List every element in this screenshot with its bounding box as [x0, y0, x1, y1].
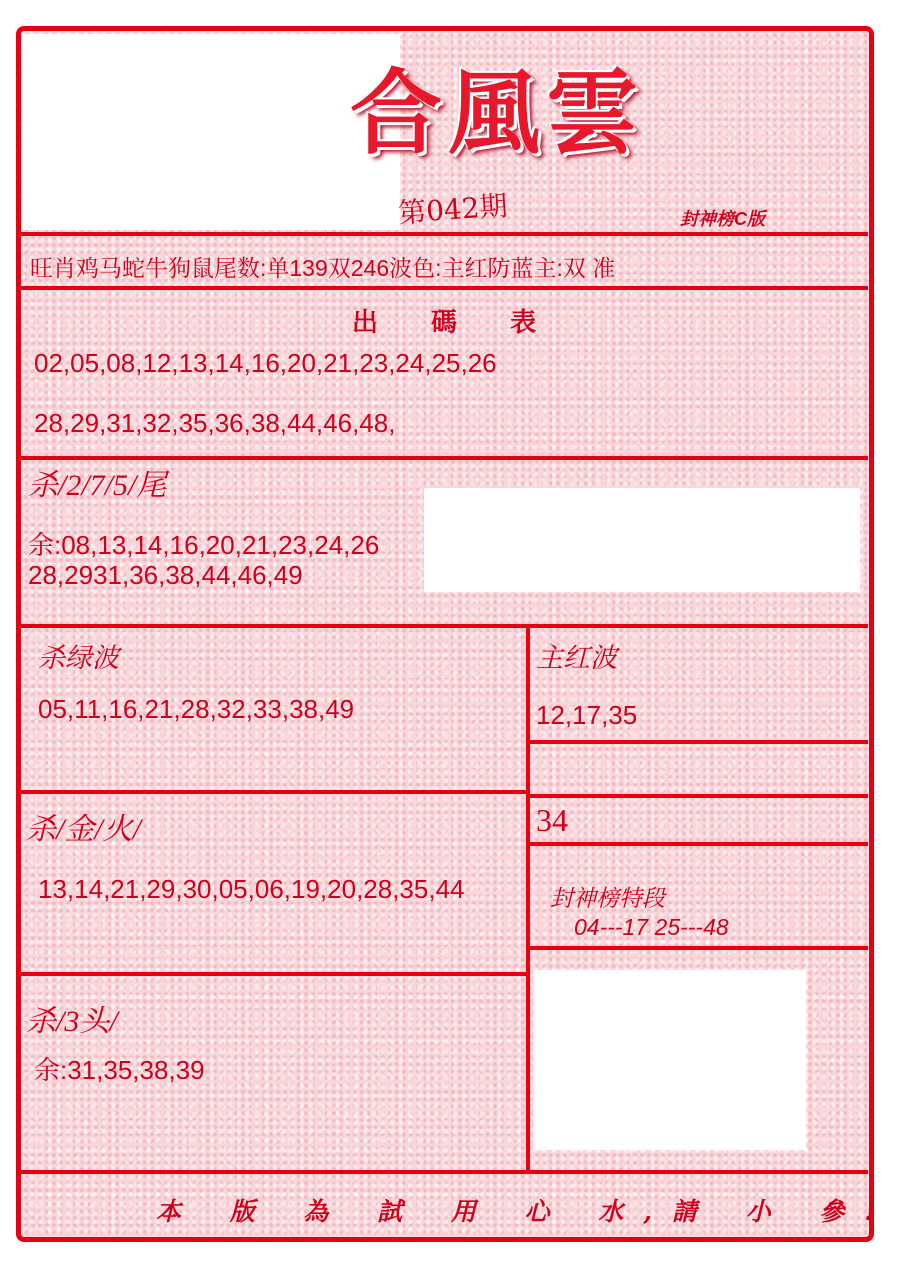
chart-table-row: 28,29,31,32,35,36,38,44,46,48,	[34, 408, 396, 438]
kill-tail-row: 28,2931,36,38,44,46,49	[28, 560, 303, 590]
masthead-title: 合風雲	[350, 59, 645, 167]
kill-element-label: 杀/金/火/	[26, 813, 142, 846]
info-line: 旺肖鸡马蛇牛狗鼠尾数:单139双246波色:主红防蓝主:双 准	[30, 255, 616, 281]
kill-head-numbers: 余:31,35,38,39	[34, 1055, 205, 1085]
blank-box	[424, 488, 860, 592]
divider	[18, 1170, 868, 1174]
special-segment-numbers: 04---17 25---48	[574, 914, 729, 940]
divider	[18, 790, 528, 794]
divider	[528, 794, 868, 798]
divider	[18, 972, 528, 976]
column-divider	[526, 624, 530, 1172]
kill-tail-row: 余:08,13,14,16,20,21,23,24,26	[28, 530, 380, 560]
kill-element-numbers: 13,14,21,29,30,05,06,19,20,28,35,44	[38, 874, 465, 904]
divider	[18, 624, 868, 628]
special-number: 34	[536, 802, 568, 838]
issue-number: 第042期	[397, 189, 509, 230]
blank-box	[534, 970, 806, 1150]
kill-green-numbers: 05,11,16,21,28,32,33,38,49	[38, 694, 355, 724]
edition-label: 封神榜C版	[680, 209, 765, 229]
kill-tail-label: 杀/2/7/5/尾	[28, 469, 167, 502]
chart-table-heading: 出 碼 表	[352, 308, 559, 338]
divider	[528, 946, 868, 950]
kill-head-label: 杀/3头/	[26, 1005, 118, 1038]
header-blank-area	[22, 34, 400, 230]
divider	[528, 740, 868, 744]
divider	[528, 842, 868, 846]
footer-note: 本 版 為 試 用 心 水,請 小 參!	[156, 1197, 896, 1226]
chart-table-row: 02,05,08,12,13,14,16,20,21,23,24,25,26	[34, 348, 497, 378]
main-red-label: 主红波	[536, 643, 617, 673]
special-segment-label: 封神榜特段	[550, 885, 665, 911]
divider	[18, 286, 868, 290]
main-red-numbers: 12,17,35	[536, 700, 638, 730]
kill-green-label: 杀绿波	[38, 643, 119, 673]
divider	[18, 232, 868, 236]
